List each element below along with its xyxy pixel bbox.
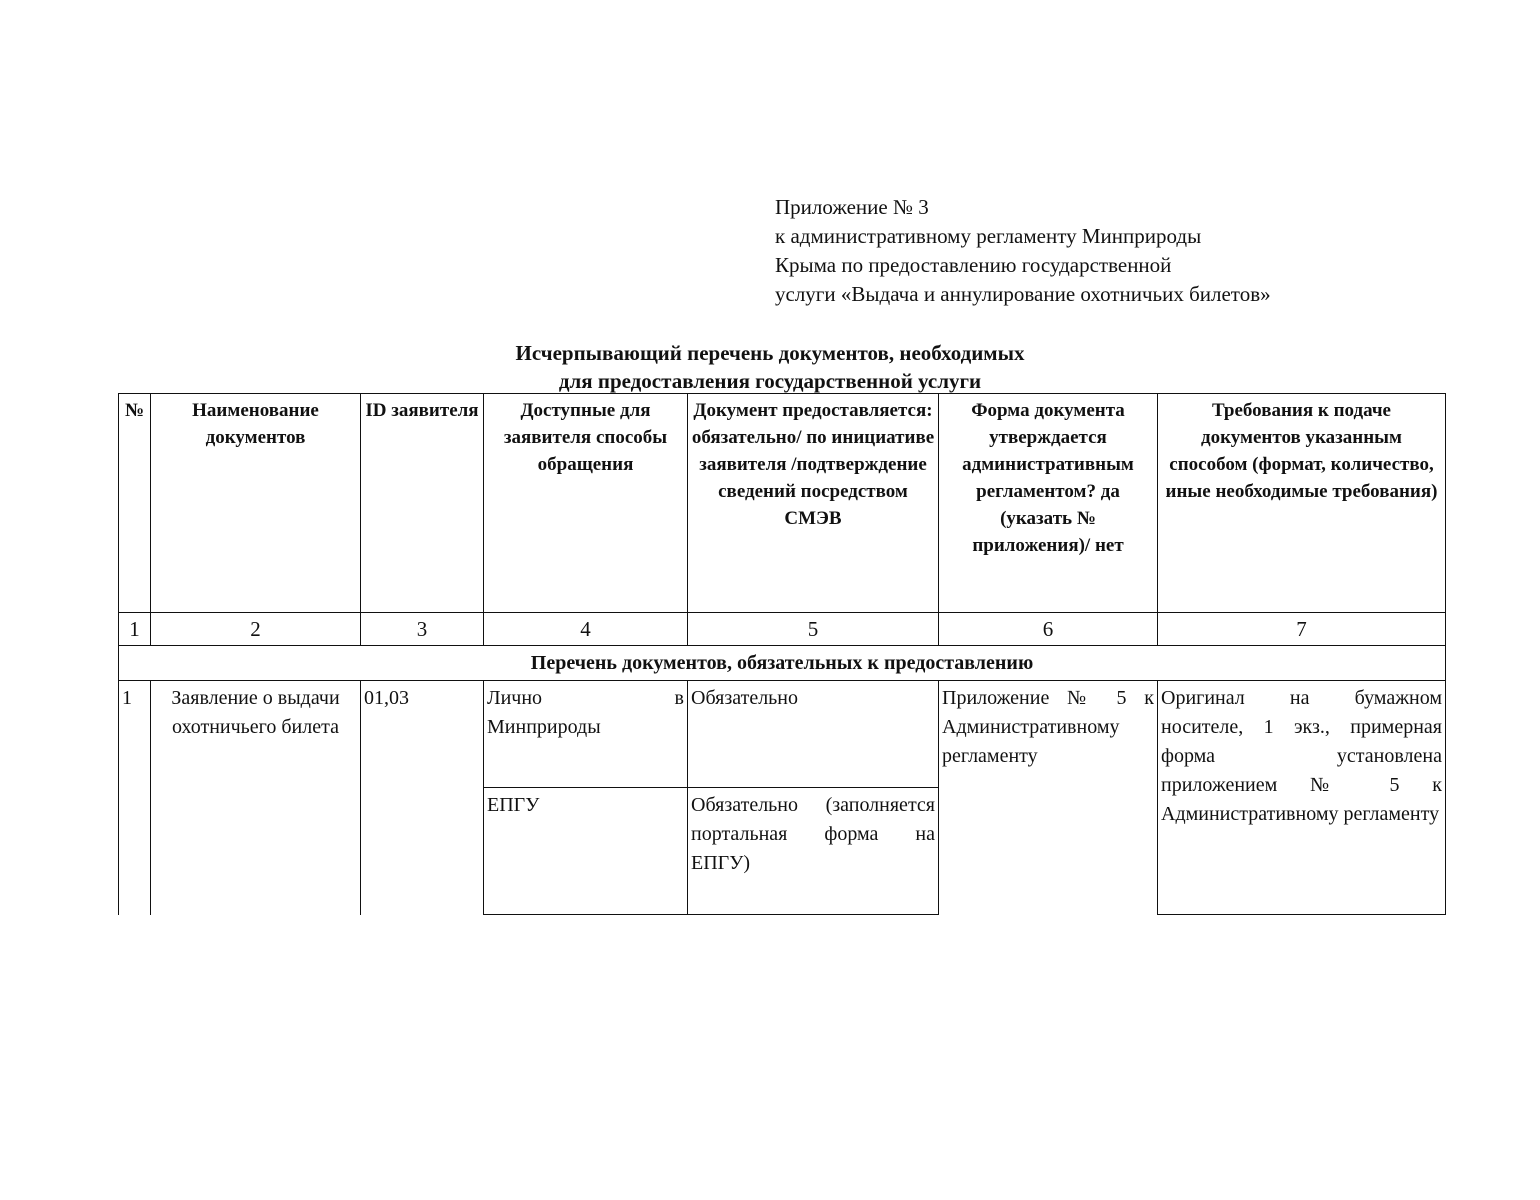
column-number: 3 [361, 613, 484, 646]
column-number: 2 [151, 613, 361, 646]
column-number-row [119, 613, 1446, 646]
appendix-line: Приложение № 3 [775, 195, 929, 219]
appendix-line: к административному регламенту Минприроды [775, 224, 1202, 248]
column-number: 7 [1158, 613, 1446, 646]
title-line-2: для предоставления государственной услуги [558, 369, 982, 393]
title-line-1: Исчерпывающий перечень документов, необходимых [515, 341, 1025, 365]
form-approval: Приложение № 5 к Административному регламенту [939, 681, 1158, 915]
method-epgu: ЕПГУ [484, 788, 688, 915]
method-in-person [484, 681, 688, 788]
header-cell-form: Форма документа утверждается административным регламентом? да (указать № приложения)/ нет [939, 394, 1158, 613]
column-number: 4 [484, 613, 688, 646]
header-cell-id: ID заявителя [361, 394, 484, 613]
header-cell-methods: Доступные для заявителя способы обращения [484, 394, 688, 613]
row-number: 1 [119, 681, 151, 915]
table-row [119, 681, 1446, 788]
method-in-person-place: Минприроды [487, 716, 601, 738]
section-row [119, 646, 1446, 681]
appendix-block [775, 193, 1271, 309]
method-in-person-prep: в [674, 687, 684, 709]
method-in-person-label: Лично [487, 687, 543, 709]
header-cell-provided: Документ предоставляется: обязательно/ по инициативе заявителя /подтверждение сведений посредством СМЭВ [688, 394, 939, 613]
provide-epgu: Обязательно (заполняется портальная форма на ЕПГУ) [688, 788, 939, 915]
header-cell-requirements: Требования к подаче документов указанным способом (формат, количество, иные необходимые требования) [1158, 394, 1446, 613]
provide-in-person: Обязательно [688, 681, 939, 788]
header-row [119, 394, 1446, 613]
document-title [150, 339, 1390, 395]
column-number: 1 [119, 613, 151, 646]
submission-requirements: Оригинал на бумажном носителе, 1 экз., примерная форма установлена приложением № 5 к Административному регламенту [1158, 681, 1446, 915]
appendix-line: услуги «Выдача и аннулирование охотничьих билетов» [775, 282, 1271, 306]
column-number: 5 [688, 613, 939, 646]
header-cell-num: № [119, 394, 151, 613]
document-name: Заявление о выдачи охотничьего билета [151, 681, 361, 915]
appendix-line: Крыма по предоставлению государственной [775, 253, 1172, 277]
header-cell-name: Наименование документов [151, 394, 361, 613]
documents-table [118, 393, 1446, 915]
applicant-id: 01,03 [361, 681, 484, 915]
column-number: 6 [939, 613, 1158, 646]
section-heading: Перечень документов, обязательных к предоставлению [119, 646, 1446, 681]
